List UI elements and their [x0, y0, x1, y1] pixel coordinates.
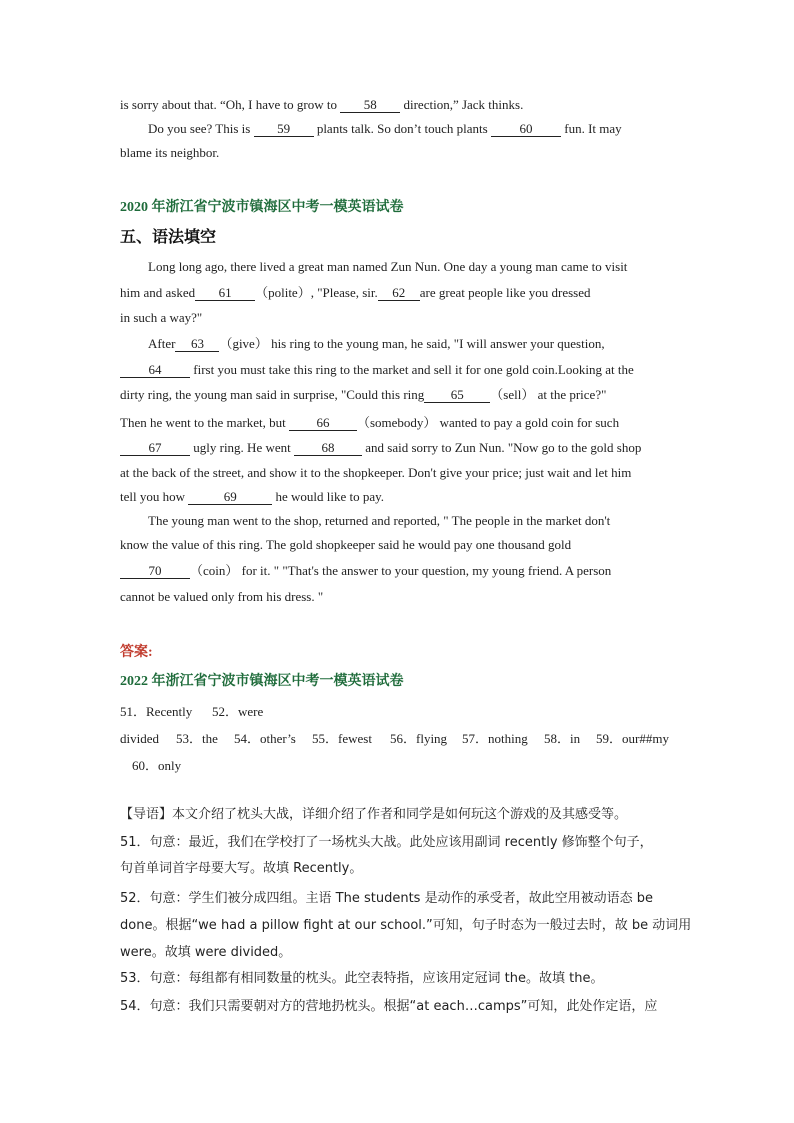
- answer-54: 54．other’s: [234, 731, 296, 746]
- passage-line: The young man went to the shop, returned and reported, " The people in the market don't: [148, 513, 611, 528]
- blank-68: 68: [294, 441, 362, 456]
- text: ugly ring. He went: [190, 440, 294, 455]
- explanation-line: 54．句意：我们只需要朝对方的营地扔枕头。根据“at each…camps”可知，此处作定语，应: [120, 999, 658, 1014]
- explanation-line: done。根据“we had a pillow fight at our school.”可知，句子时态为一般过去时，故 be 动词用: [120, 918, 692, 933]
- answer-58: 58．in: [544, 731, 581, 746]
- answer-label: 答案:: [120, 645, 153, 660]
- blank-59: 59: [254, 122, 314, 137]
- passage-line: [120, 97, 523, 113]
- passage-line: [120, 440, 641, 456]
- text: is sorry about that. “Oh, I have to grow to: [120, 97, 341, 112]
- answer-59: 59．our##my: [596, 731, 669, 746]
- passage-line: know the value of this ring. The gold shopkeeper said he would pay one thousand gold: [120, 537, 572, 552]
- passage-line: [120, 489, 384, 505]
- passage-line: blame its neighbor.: [120, 145, 220, 160]
- passage-line: [120, 415, 619, 431]
- text: are great people like you dressed: [419, 285, 591, 300]
- text: Then he went to the market, but: [120, 415, 289, 430]
- text: plants talk. So don’t touch plants: [313, 121, 491, 136]
- blank-66: 66: [289, 416, 357, 431]
- explanation-line: 句首单词首字母要大写。故填 Recently。: [120, 861, 363, 876]
- explanation-line: 52．句意：学生们被分成四组。主语 The students 是动作的承受者，故此空用被动语态 be: [120, 891, 653, 906]
- explanation-line: 51．句意：最近，我们在学校打了一场枕头大战。此处应该用副词 recently 修饰整个句子，: [120, 835, 653, 850]
- text: （coin） for it. " "That's the answer to your question, my young friend. A person: [190, 563, 612, 578]
- blank-63: 63: [175, 337, 219, 352]
- text: first you must take this ring to the market and sell it for one gold coin.Looking at the: [190, 362, 634, 377]
- passage-line: at the back of the street, and show it to the shopkeeper. Don't give your price; just wait and let him: [120, 465, 632, 480]
- text: （somebody） wanted to pay a gold coin for such: [356, 415, 620, 430]
- answer-53: 53．the: [176, 731, 218, 746]
- passage-line: [148, 121, 622, 137]
- blank-65: 65: [424, 388, 490, 403]
- text: （polite）, "Please, sir.: [255, 285, 378, 300]
- answer-52: 52．were: [212, 704, 264, 719]
- passage-line: in such a way?": [120, 310, 203, 325]
- explanation-intro: 【导语】本文介绍了枕头大战，详细介绍了作者和同学是如何玩这个游戏的及其感受等。: [120, 807, 628, 822]
- passage-line: [120, 362, 634, 378]
- blank-69: 69: [188, 490, 272, 505]
- passage-line: [120, 285, 590, 301]
- explanation-line: were。故填 were divided。: [120, 945, 292, 960]
- answer-56: 56．flying: [390, 731, 448, 746]
- exam-heading-2020: 2020 年浙江省宁波市镇海区中考一模英语试卷: [120, 200, 404, 215]
- text: and said sorry to Zun Nun. "Now go to the gold shop: [361, 440, 642, 455]
- text: （sell） at the price?": [490, 387, 607, 402]
- text: him and asked: [120, 285, 196, 300]
- text: （give） his ring to the young man, he said, "I will answer your question,: [219, 336, 605, 351]
- section-title: 五、语法填空: [120, 229, 217, 246]
- blank-64: 64: [120, 363, 190, 378]
- blank-58: 58: [340, 98, 400, 113]
- passage-line: [120, 563, 611, 579]
- answer-51: 51．Recently: [120, 704, 193, 719]
- passage-line: [148, 336, 605, 352]
- answer-60: 60．only: [132, 758, 182, 773]
- text: Do you see? This is: [148, 121, 254, 136]
- explanation-line: 53．句意：每组都有相同数量的枕头。此空表特指，应该用定冠词 the。故填 the。: [120, 971, 604, 986]
- text: he would like to pay.: [272, 489, 385, 504]
- passage-line: [120, 387, 606, 403]
- answer-57: 57．nothing: [462, 731, 528, 746]
- passage-line: Long long ago, there lived a great man named Zun Nun. One day a young man came to visit: [148, 259, 628, 274]
- text: dirty ring, the young man said in surprise, "Could this ring: [120, 387, 425, 402]
- answer-52-cont: divided: [120, 731, 159, 746]
- exam-heading-2022: 2022 年浙江省宁波市镇海区中考一模英语试卷: [120, 674, 404, 689]
- blank-67: 67: [120, 441, 190, 456]
- answer-55: 55．fewest: [312, 731, 372, 746]
- text: fun. It may: [560, 121, 622, 136]
- blank-70: 70: [120, 564, 190, 579]
- blank-61: 61: [195, 286, 255, 301]
- blank-62: 62: [378, 286, 420, 301]
- text: tell you how: [120, 489, 189, 504]
- text: After: [148, 336, 176, 351]
- passage-line: cannot be valued only from his dress. ": [120, 589, 324, 604]
- blank-60: 60: [491, 122, 561, 137]
- text: direction,” Jack thinks.: [400, 97, 524, 112]
